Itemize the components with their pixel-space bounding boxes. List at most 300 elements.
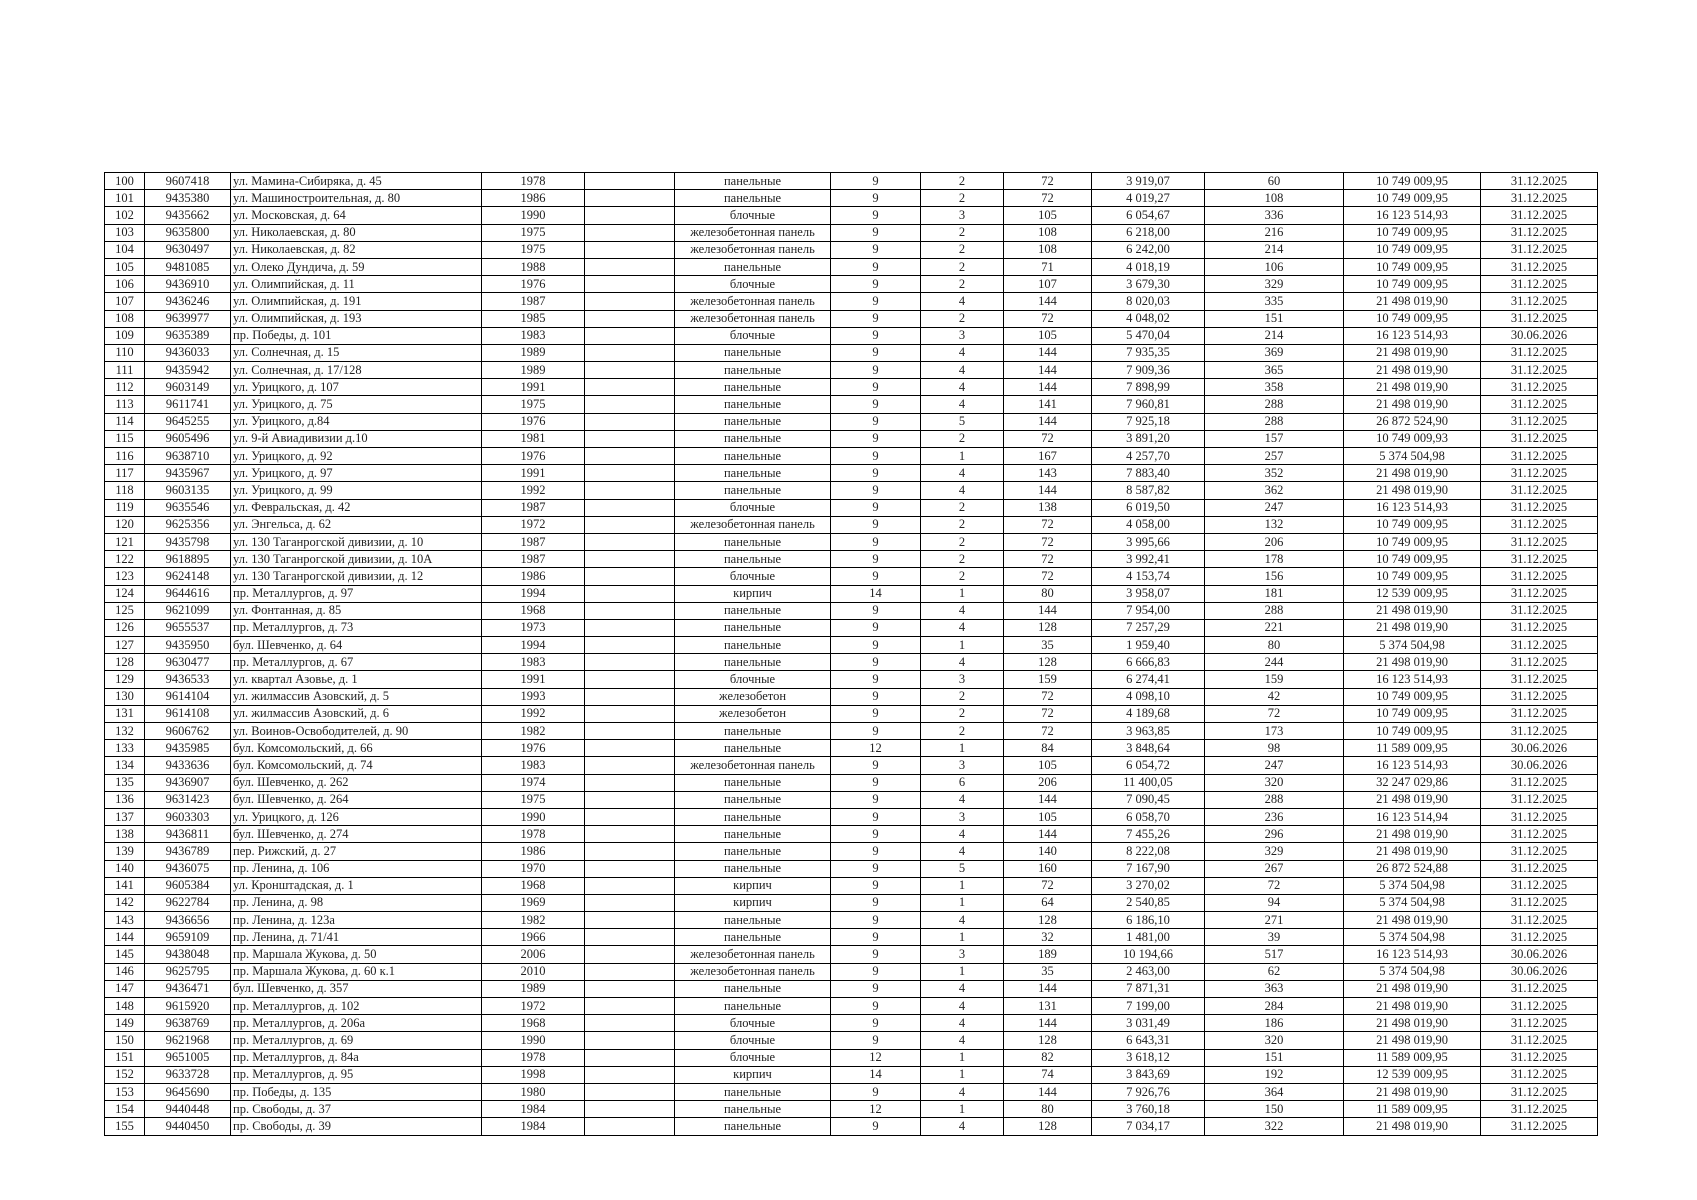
cell-deadline: 31.12.2025 (1481, 482, 1598, 499)
cell-row-number: 118 (105, 482, 145, 499)
cell-row-number: 123 (105, 568, 145, 585)
table-row (105, 585, 1598, 602)
cell-floors: 9 (831, 190, 921, 207)
table-row (105, 929, 1598, 946)
cell-cost: 21 498 019,90 (1344, 1032, 1481, 1049)
cell-year-built: 1986 (482, 568, 585, 585)
cell-entrances: 5 (921, 860, 1004, 877)
cell-wall-material: панельные (675, 448, 831, 465)
cell-address: пр. Свободы, д. 37 (231, 1101, 482, 1118)
cell-deadline: 31.12.2025 (1481, 602, 1598, 619)
cell-deadline: 31.12.2025 (1481, 430, 1598, 447)
cell-wall-material: панельные (675, 396, 831, 413)
cell-deadline: 31.12.2025 (1481, 637, 1598, 654)
cell-cost: 5 374 504,98 (1344, 637, 1481, 654)
cell-floors: 9 (831, 396, 921, 413)
cell-cost: 10 749 009,95 (1344, 516, 1481, 533)
cell-building-id: 9611741 (145, 396, 231, 413)
cell-year-built: 1990 (482, 207, 585, 224)
cell-entrances: 4 (921, 654, 1004, 671)
cell-apartments: 141 (1004, 396, 1092, 413)
cell-area: 3 270,02 (1092, 877, 1205, 894)
cell-area: 7 090,45 (1092, 791, 1205, 808)
cell-row-number: 127 (105, 637, 145, 654)
cell-wall-material: панельные (675, 551, 831, 568)
cell-building-id: 9635389 (145, 327, 231, 344)
cell-building-id: 9436533 (145, 671, 231, 688)
cell-address: пр. Маршала Жукова, д. 50 (231, 946, 482, 963)
cell-wall-material: панельные (675, 929, 831, 946)
cell-apartments: 72 (1004, 533, 1092, 550)
cell-deadline: 31.12.2025 (1481, 688, 1598, 705)
cell-row-number: 126 (105, 619, 145, 636)
cell-row-number: 141 (105, 877, 145, 894)
cell-cost: 5 374 504,98 (1344, 963, 1481, 980)
table-row (105, 998, 1598, 1015)
cell-cost: 16 123 514,93 (1344, 499, 1481, 516)
cell-wall-material: панельные (675, 654, 831, 671)
table-row (105, 740, 1598, 757)
cell-deadline: 31.12.2025 (1481, 894, 1598, 911)
cell-area: 7 257,29 (1092, 619, 1205, 636)
cell-floors: 9 (831, 327, 921, 344)
cell-area: 4 153,74 (1092, 568, 1205, 585)
cell-building-id: 9435967 (145, 465, 231, 482)
cell-area: 4 257,70 (1092, 448, 1205, 465)
cell-residents: 157 (1205, 430, 1344, 447)
cell-address: ул. Олимпийская, д. 11 (231, 276, 482, 293)
table-row (105, 413, 1598, 430)
cell-area: 3 919,07 (1092, 173, 1205, 190)
cell-building-id: 9638710 (145, 448, 231, 465)
cell-deadline: 31.12.2025 (1481, 774, 1598, 791)
cell-deadline: 31.12.2025 (1481, 1015, 1598, 1032)
cell-cost: 21 498 019,90 (1344, 396, 1481, 413)
cell-year-built: 1969 (482, 894, 585, 911)
cell-area: 8 020,03 (1092, 293, 1205, 310)
cell-wall-material: панельные (675, 1118, 831, 1135)
cell-apartments: 128 (1004, 912, 1092, 929)
cell-building-id: 9621099 (145, 602, 231, 619)
cell-year-built: 1989 (482, 344, 585, 361)
cell-row-number: 133 (105, 740, 145, 757)
cell-year-built: 1992 (482, 482, 585, 499)
cell-floors: 9 (831, 362, 921, 379)
cell-apartments: 143 (1004, 465, 1092, 482)
cell-area: 6 054,72 (1092, 757, 1205, 774)
cell-cost: 11 589 009,95 (1344, 1101, 1481, 1118)
cell-year-built: 1989 (482, 362, 585, 379)
cell-area: 7 167,90 (1092, 860, 1205, 877)
cell-entrances: 2 (921, 190, 1004, 207)
cell-residents: 329 (1205, 276, 1344, 293)
cell-address: пр. Металлургов, д. 206а (231, 1015, 482, 1032)
cell-row-number: 151 (105, 1049, 145, 1066)
cell-address: ул. Энгельса, д. 62 (231, 516, 482, 533)
cell-deadline: 31.12.2025 (1481, 929, 1598, 946)
cell-deadline: 31.12.2025 (1481, 190, 1598, 207)
cell-year-built: 1966 (482, 929, 585, 946)
table-row (105, 980, 1598, 997)
table-row (105, 293, 1598, 310)
cell-blank-cell (585, 723, 675, 740)
cell-cost: 10 749 009,95 (1344, 190, 1481, 207)
cell-building-id: 9435662 (145, 207, 231, 224)
table-row (105, 1032, 1598, 1049)
cell-residents: 320 (1205, 774, 1344, 791)
table-row (105, 688, 1598, 705)
cell-blank-cell (585, 637, 675, 654)
cell-floors: 12 (831, 1049, 921, 1066)
cell-wall-material: железобетонная панель (675, 293, 831, 310)
cell-residents: 364 (1205, 1083, 1344, 1100)
cell-floors: 9 (831, 516, 921, 533)
cell-year-built: 1988 (482, 258, 585, 275)
cell-cost: 26 872 524,88 (1344, 860, 1481, 877)
cell-apartments: 144 (1004, 1083, 1092, 1100)
cell-building-id: 9625356 (145, 516, 231, 533)
cell-area: 3 958,07 (1092, 585, 1205, 602)
cell-building-id: 9436910 (145, 276, 231, 293)
cell-floors: 9 (831, 637, 921, 654)
cell-floors: 14 (831, 1066, 921, 1083)
cell-deadline: 31.12.2025 (1481, 465, 1598, 482)
table-row (105, 1049, 1598, 1066)
cell-area: 7 926,76 (1092, 1083, 1205, 1100)
cell-deadline: 31.12.2025 (1481, 1083, 1598, 1100)
cell-wall-material: блочные (675, 327, 831, 344)
cell-cost: 21 498 019,90 (1344, 998, 1481, 1015)
cell-residents: 363 (1205, 980, 1344, 997)
cell-year-built: 1974 (482, 774, 585, 791)
cell-cost: 21 498 019,90 (1344, 362, 1481, 379)
cell-building-id: 9605496 (145, 430, 231, 447)
cell-blank-cell (585, 499, 675, 516)
cell-apartments: 105 (1004, 808, 1092, 825)
cell-floors: 9 (831, 980, 921, 997)
cell-floors: 9 (831, 173, 921, 190)
cell-row-number: 116 (105, 448, 145, 465)
cell-floors: 9 (831, 602, 921, 619)
cell-floors: 9 (831, 894, 921, 911)
cell-year-built: 1968 (482, 602, 585, 619)
cell-apartments: 144 (1004, 379, 1092, 396)
cell-apartments: 144 (1004, 293, 1092, 310)
cell-address: ул. жилмассив Азовский, д. 5 (231, 688, 482, 705)
cell-deadline: 31.12.2025 (1481, 396, 1598, 413)
cell-floors: 9 (831, 963, 921, 980)
cell-area: 6 218,00 (1092, 224, 1205, 241)
cell-entrances: 4 (921, 980, 1004, 997)
cell-year-built: 1975 (482, 396, 585, 413)
cell-row-number: 137 (105, 808, 145, 825)
cell-address: бул. Шевченко, д. 262 (231, 774, 482, 791)
cell-residents: 42 (1205, 688, 1344, 705)
cell-address: пр. Ленина, д. 98 (231, 894, 482, 911)
cell-address: пер. Рижский, д. 27 (231, 843, 482, 860)
cell-area: 6 274,41 (1092, 671, 1205, 688)
cell-row-number: 102 (105, 207, 145, 224)
cell-blank-cell (585, 1118, 675, 1135)
cell-deadline: 31.12.2025 (1481, 1101, 1598, 1118)
cell-entrances: 4 (921, 619, 1004, 636)
cell-row-number: 109 (105, 327, 145, 344)
cell-cost: 21 498 019,90 (1344, 1118, 1481, 1135)
table-row (105, 860, 1598, 877)
cell-area: 2 540,85 (1092, 894, 1205, 911)
cell-row-number: 119 (105, 499, 145, 516)
cell-deadline: 30.06.2026 (1481, 946, 1598, 963)
cell-blank-cell (585, 757, 675, 774)
cell-entrances: 1 (921, 877, 1004, 894)
cell-wall-material: железобетонная панель (675, 310, 831, 327)
cell-floors: 9 (831, 705, 921, 722)
cell-cost: 10 749 009,93 (1344, 430, 1481, 447)
table-row (105, 808, 1598, 825)
cell-floors: 9 (831, 877, 921, 894)
cell-residents: 288 (1205, 791, 1344, 808)
cell-cost: 21 498 019,90 (1344, 602, 1481, 619)
cell-row-number: 136 (105, 791, 145, 808)
cell-year-built: 1978 (482, 1049, 585, 1066)
cell-year-built: 1976 (482, 448, 585, 465)
cell-cost: 10 749 009,95 (1344, 224, 1481, 241)
cell-residents: 247 (1205, 757, 1344, 774)
cell-deadline: 31.12.2025 (1481, 843, 1598, 860)
cell-residents: 108 (1205, 190, 1344, 207)
cell-residents: 329 (1205, 843, 1344, 860)
cell-cost: 21 498 019,90 (1344, 980, 1481, 997)
cell-entrances: 2 (921, 533, 1004, 550)
cell-area: 7 960,81 (1092, 396, 1205, 413)
cell-address: ул. Николаевская, д. 80 (231, 224, 482, 241)
cell-apartments: 80 (1004, 585, 1092, 602)
cell-deadline: 31.12.2025 (1481, 1049, 1598, 1066)
cell-address: ул. Олеко Дундича, д. 59 (231, 258, 482, 275)
table-row (105, 258, 1598, 275)
cell-area: 3 843,69 (1092, 1066, 1205, 1083)
cell-row-number: 134 (105, 757, 145, 774)
cell-building-id: 9435985 (145, 740, 231, 757)
cell-wall-material: железобетонная панель (675, 946, 831, 963)
cell-floors: 9 (831, 533, 921, 550)
cell-area: 3 031,49 (1092, 1015, 1205, 1032)
cell-apartments: 107 (1004, 276, 1092, 293)
cell-cost: 16 123 514,93 (1344, 671, 1481, 688)
cell-address: пр. Ленина, д. 123а (231, 912, 482, 929)
cell-blank-cell (585, 774, 675, 791)
cell-building-id: 9435950 (145, 637, 231, 654)
cell-entrances: 2 (921, 499, 1004, 516)
cell-area: 4 048,02 (1092, 310, 1205, 327)
cell-floors: 9 (831, 619, 921, 636)
cell-floors: 9 (831, 808, 921, 825)
table-row (105, 310, 1598, 327)
cell-row-number: 132 (105, 723, 145, 740)
cell-residents: 288 (1205, 413, 1344, 430)
cell-blank-cell (585, 791, 675, 808)
cell-building-id: 9440448 (145, 1101, 231, 1118)
cell-year-built: 1984 (482, 1118, 585, 1135)
cell-apartments: 144 (1004, 1015, 1092, 1032)
cell-year-built: 1978 (482, 173, 585, 190)
cell-entrances: 2 (921, 241, 1004, 258)
cell-blank-cell (585, 808, 675, 825)
cell-year-built: 1982 (482, 912, 585, 929)
cell-apartments: 108 (1004, 241, 1092, 258)
cell-deadline: 31.12.2025 (1481, 173, 1598, 190)
cell-address: ул. 130 Таганрогской дивизии, д. 10А (231, 551, 482, 568)
cell-floors: 9 (831, 757, 921, 774)
table-row (105, 207, 1598, 224)
cell-wall-material: панельные (675, 1083, 831, 1100)
cell-building-id: 9605384 (145, 877, 231, 894)
table-row (105, 602, 1598, 619)
cell-blank-cell (585, 963, 675, 980)
cell-wall-material: блочные (675, 499, 831, 516)
cell-address: ул. Урицкого, д. 92 (231, 448, 482, 465)
cell-wall-material: панельные (675, 826, 831, 843)
cell-residents: 517 (1205, 946, 1344, 963)
table-row (105, 637, 1598, 654)
cell-floors: 9 (831, 671, 921, 688)
cell-row-number: 139 (105, 843, 145, 860)
cell-apartments: 159 (1004, 671, 1092, 688)
cell-year-built: 1976 (482, 276, 585, 293)
cell-floors: 9 (831, 860, 921, 877)
cell-wall-material: панельные (675, 258, 831, 275)
cell-residents: 288 (1205, 396, 1344, 413)
cell-building-id: 9436656 (145, 912, 231, 929)
cell-building-id: 9603149 (145, 379, 231, 396)
cell-deadline: 31.12.2025 (1481, 568, 1598, 585)
cell-row-number: 153 (105, 1083, 145, 1100)
cell-entrances: 4 (921, 465, 1004, 482)
cell-floors: 9 (831, 843, 921, 860)
cell-area: 7 455,26 (1092, 826, 1205, 843)
cell-cost: 5 374 504,98 (1344, 894, 1481, 911)
cell-area: 5 470,04 (1092, 327, 1205, 344)
cell-area: 7 925,18 (1092, 413, 1205, 430)
cell-residents: 106 (1205, 258, 1344, 275)
table-row (105, 448, 1598, 465)
cell-area: 7 199,00 (1092, 998, 1205, 1015)
cell-wall-material: панельные (675, 843, 831, 860)
cell-apartments: 131 (1004, 998, 1092, 1015)
cell-apartments: 144 (1004, 602, 1092, 619)
cell-row-number: 152 (105, 1066, 145, 1083)
cell-building-id: 9436907 (145, 774, 231, 791)
cell-entrances: 4 (921, 482, 1004, 499)
cell-entrances: 4 (921, 1118, 1004, 1135)
cell-year-built: 1987 (482, 533, 585, 550)
table-row (105, 499, 1598, 516)
cell-wall-material: блочные (675, 1032, 831, 1049)
cell-deadline: 31.12.2025 (1481, 413, 1598, 430)
cell-blank-cell (585, 533, 675, 550)
cell-blank-cell (585, 241, 675, 258)
cell-row-number: 107 (105, 293, 145, 310)
cell-blank-cell (585, 860, 675, 877)
cell-blank-cell (585, 843, 675, 860)
cell-floors: 9 (831, 912, 921, 929)
cell-wall-material: железобетонная панель (675, 241, 831, 258)
cell-deadline: 31.12.2025 (1481, 310, 1598, 327)
cell-apartments: 74 (1004, 1066, 1092, 1083)
cell-cost: 21 498 019,90 (1344, 1015, 1481, 1032)
cell-wall-material: панельные (675, 980, 831, 997)
cell-year-built: 1972 (482, 998, 585, 1015)
cell-area: 3 995,66 (1092, 533, 1205, 550)
cell-year-built: 1990 (482, 808, 585, 825)
cell-deadline: 30.06.2026 (1481, 757, 1598, 774)
table-row (105, 465, 1598, 482)
cell-apartments: 72 (1004, 877, 1092, 894)
cell-blank-cell (585, 826, 675, 843)
cell-blank-cell (585, 929, 675, 946)
cell-floors: 9 (831, 276, 921, 293)
cell-building-id: 9436789 (145, 843, 231, 860)
cell-area: 4 189,68 (1092, 705, 1205, 722)
cell-entrances: 4 (921, 362, 1004, 379)
table-row (105, 1083, 1598, 1100)
cell-apartments: 72 (1004, 688, 1092, 705)
cell-entrances: 3 (921, 757, 1004, 774)
cell-cost: 21 498 019,90 (1344, 843, 1481, 860)
cell-entrances: 4 (921, 791, 1004, 808)
cell-residents: 296 (1205, 826, 1344, 843)
cell-row-number: 124 (105, 585, 145, 602)
cell-building-id: 9659109 (145, 929, 231, 946)
cell-apartments: 84 (1004, 740, 1092, 757)
cell-building-id: 9622784 (145, 894, 231, 911)
cell-wall-material: панельные (675, 413, 831, 430)
cell-year-built: 1991 (482, 379, 585, 396)
table-row (105, 877, 1598, 894)
cell-building-id: 9630497 (145, 241, 231, 258)
cell-residents: 221 (1205, 619, 1344, 636)
cell-row-number: 144 (105, 929, 145, 946)
cell-blank-cell (585, 894, 675, 911)
cell-building-id: 9436246 (145, 293, 231, 310)
cell-area: 6 058,70 (1092, 808, 1205, 825)
cell-year-built: 1993 (482, 688, 585, 705)
cell-year-built: 1978 (482, 826, 585, 843)
cell-address: ул. Солнечная, д. 15 (231, 344, 482, 361)
cell-apartments: 72 (1004, 310, 1092, 327)
cell-residents: 257 (1205, 448, 1344, 465)
cell-year-built: 1990 (482, 1032, 585, 1049)
cell-blank-cell (585, 396, 675, 413)
cell-entrances: 2 (921, 224, 1004, 241)
cell-entrances: 5 (921, 413, 1004, 430)
cell-apartments: 189 (1004, 946, 1092, 963)
cell-entrances: 2 (921, 723, 1004, 740)
cell-deadline: 31.12.2025 (1481, 791, 1598, 808)
cell-building-id: 9436811 (145, 826, 231, 843)
cell-deadline: 31.12.2025 (1481, 276, 1598, 293)
cell-entrances: 1 (921, 963, 1004, 980)
cell-cost: 16 123 514,94 (1344, 808, 1481, 825)
cell-blank-cell (585, 173, 675, 190)
cell-row-number: 100 (105, 173, 145, 190)
cell-floors: 9 (831, 929, 921, 946)
cell-entrances: 3 (921, 808, 1004, 825)
cell-blank-cell (585, 224, 675, 241)
cell-building-id: 9625795 (145, 963, 231, 980)
cell-building-id: 9440450 (145, 1118, 231, 1135)
cell-address: пр. Металлургов, д. 102 (231, 998, 482, 1015)
